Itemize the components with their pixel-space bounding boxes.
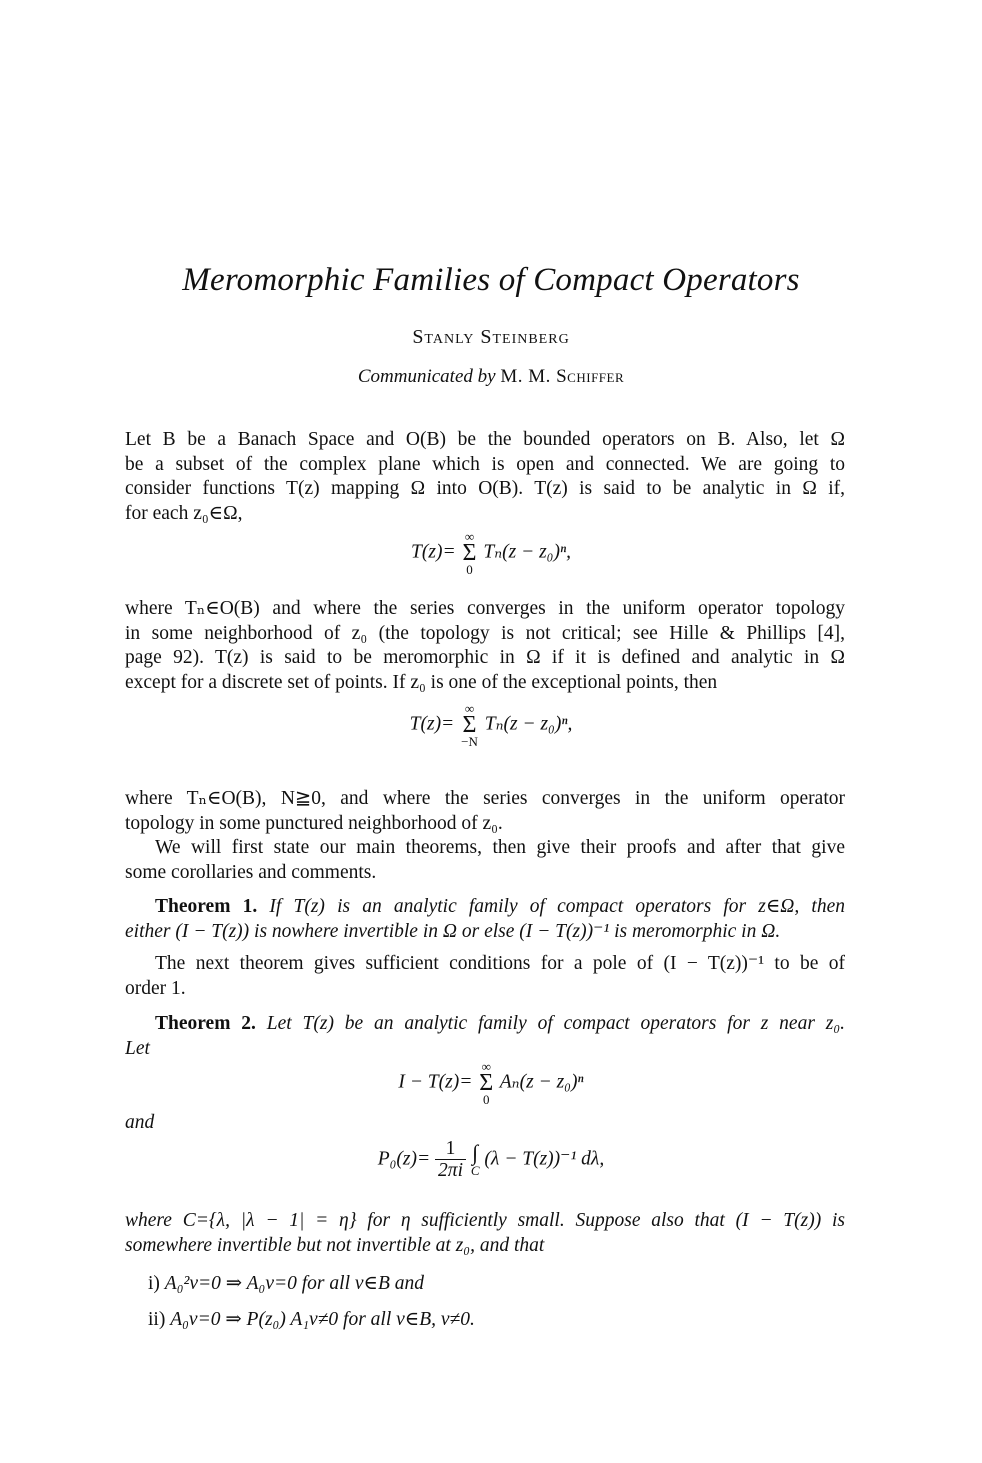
theorem-1-line-2: either (I − T(z)) is nowhere invertible in Ω or else (I − T(z))⁻¹ is meromorphic in Ω. xyxy=(125,920,781,942)
integral-symbol xyxy=(471,1142,480,1177)
and-word: and xyxy=(125,1112,155,1133)
condition-label: i) xyxy=(148,1273,160,1294)
condition-text: A₀v=0 ⇒ P(z₀) A₁v≠0 for all v∈B, v≠0. xyxy=(170,1309,475,1330)
eq2-rhs: Tₙ(z − z₀)ⁿ, xyxy=(484,713,573,735)
theorem-1 xyxy=(125,895,845,944)
text-line: where C={λ, |λ − 1| = η} for η sufficiently small. Suppose also that (I − T(z)) is xyxy=(125,1210,845,1231)
text-line: some corollaries and comments. xyxy=(125,861,377,883)
sum-upper: ∞ xyxy=(481,1059,491,1074)
theorem-2-statement: Let T(z) be an analytic family of compact operators for z near z₀. xyxy=(266,1013,845,1034)
fraction-denominator: 2πi xyxy=(438,1160,463,1182)
integral-glyph: ∫ xyxy=(472,1140,479,1166)
text-line: consider functions T(z) mapping Ω into O(B). T(z) is said to be analytic in Ω if, xyxy=(125,478,845,500)
text-line: for each z₀∈Ω, xyxy=(125,502,243,524)
paragraph-hypotheses xyxy=(125,1209,845,1258)
integral-contour: C xyxy=(470,1163,480,1179)
text-line: page 92). T(z) is said to be meromorphic in Ω if it is defined and analytic in Ω xyxy=(125,647,845,669)
sum-lower: −N xyxy=(461,734,478,749)
eq2-lhs: T(z)= xyxy=(409,713,455,735)
theorem-2-label: Theorem 2. xyxy=(155,1013,256,1034)
theorem-1-label: Theorem 1. xyxy=(155,896,258,917)
text-line: topology in some punctured neighborhood of z₀. xyxy=(125,812,503,834)
equation-2 xyxy=(0,702,982,748)
text-line: Let B be a Banach Space and O(B) be the bounded operators on B. Also, let Ω xyxy=(125,429,845,450)
text-line: We will first state our main theorems, then give their proofs and after that give xyxy=(155,837,845,858)
condition-label: ii) xyxy=(148,1309,166,1330)
sum-lower: 0 xyxy=(483,1092,490,1107)
communicated-prefix: Communicated by xyxy=(357,366,496,387)
eq4-rhs: (λ − T(z))⁻¹ dλ, xyxy=(484,1148,605,1170)
text-line: where Tₙ∈O(B), N≧0, and where the series converges in the uniform operator xyxy=(125,788,845,809)
text-line: where Tₙ∈O(B) and where the series converges in the uniform operator topology xyxy=(125,598,845,619)
theorem-2-line-2: Let xyxy=(125,1037,150,1059)
text-line: somewhere invertible but not invertible at z₀, and that xyxy=(125,1234,545,1256)
paragraph-meromorphic xyxy=(125,787,845,836)
text-line: be a subset of the complex plane which is open and connected. We are going to xyxy=(125,453,845,475)
paragraph-next xyxy=(125,952,845,1001)
theorem-1-statement: If T(z) is an analytic family of compact operators for z∈Ω, then xyxy=(269,896,845,917)
text-line: except for a discrete set of points. If z₀ is one of the exceptional points, then xyxy=(125,671,718,693)
equation-3 xyxy=(0,1060,982,1106)
sigma-glyph: Σ xyxy=(479,1070,494,1096)
author-name: Stanly Steinberg xyxy=(412,326,570,348)
fraction xyxy=(435,1138,466,1182)
communicated-by xyxy=(0,366,982,388)
text-line: The next theorem gives sufficient conditions for a pole of (I − T(z))⁻¹ to be of xyxy=(155,953,845,974)
sum-symbol xyxy=(461,702,478,748)
equation-1 xyxy=(0,530,982,576)
paragraph-analytic xyxy=(125,597,845,695)
paragraph-plan xyxy=(125,836,845,885)
equation-4 xyxy=(0,1138,982,1182)
sum-lower: 0 xyxy=(466,562,473,577)
sum-symbol xyxy=(463,530,477,576)
eq1-rhs: Tₙ(z − z₀)ⁿ, xyxy=(483,541,571,563)
paper-title: Meromorphic Families of Compact Operators xyxy=(182,262,800,298)
sigma-glyph: Σ xyxy=(462,540,477,566)
theorem-2-line-1 xyxy=(125,1012,845,1037)
condition-i xyxy=(148,1271,424,1295)
eq3-lhs: I − T(z)= xyxy=(398,1071,473,1093)
text-line: in some neighborhood of z₀ (the topology is not critical; see Hille & Phillips [4], xyxy=(125,622,845,644)
sum-upper: ∞ xyxy=(464,529,475,544)
theorem-1-line-1 xyxy=(125,895,845,920)
condition-text: A₀²v=0 ⇒ A₀v=0 for all v∈B and xyxy=(164,1273,424,1294)
theorem-2 xyxy=(125,1012,845,1061)
text-line: order 1. xyxy=(125,977,186,999)
eq4-lhs: P₀(z)= xyxy=(377,1148,431,1170)
sum-symbol xyxy=(479,1060,493,1106)
paragraph-intro xyxy=(125,428,845,526)
eq1-lhs: T(z)= xyxy=(411,541,456,563)
sum-upper: ∞ xyxy=(464,701,475,716)
eq3-rhs: Aₙ(z − z₀)ⁿ xyxy=(499,1071,584,1093)
condition-ii xyxy=(148,1307,475,1331)
communicator-name: M. M. Schiffer xyxy=(500,366,625,387)
fraction-numerator: 1 xyxy=(435,1138,466,1160)
sigma-glyph: Σ xyxy=(462,712,477,738)
